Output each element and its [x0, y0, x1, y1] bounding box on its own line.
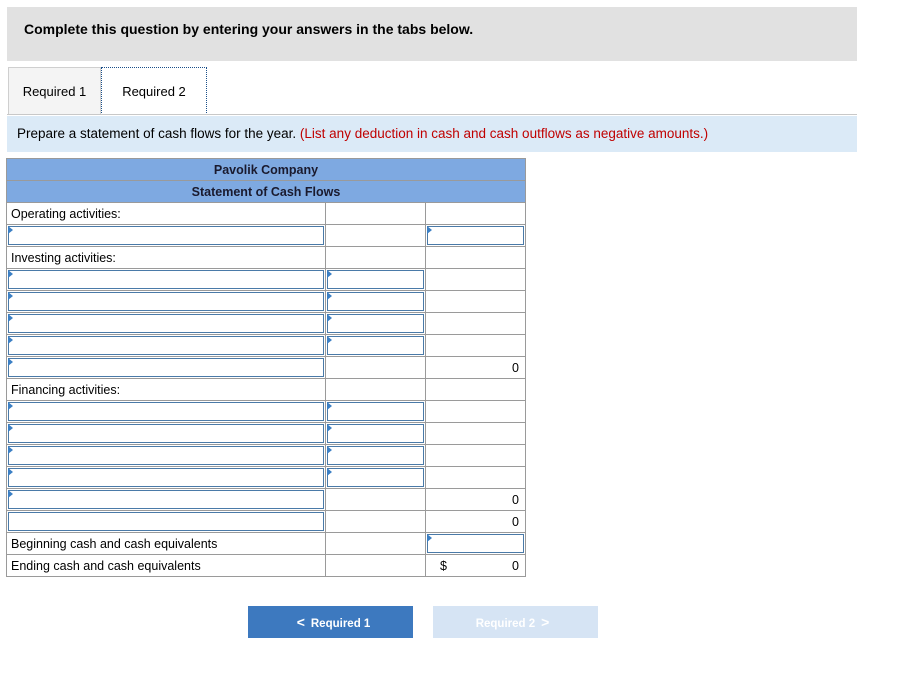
prev-required-1-button[interactable] — [248, 606, 413, 638]
dropdown-arrow-icon — [8, 358, 13, 366]
dropdown-arrow-icon — [327, 292, 332, 300]
investing-item-input[interactable] — [7, 313, 326, 335]
dropdown-arrow-icon — [8, 402, 13, 410]
investing-amount-input[interactable] — [326, 269, 426, 291]
financing-amount-input[interactable] — [326, 423, 426, 445]
beginning-cash-input[interactable] — [426, 533, 526, 555]
prev-button-label: Required 1 — [310, 618, 371, 630]
financing-activities-label: Financing activities: — [7, 379, 326, 401]
dropdown-arrow-icon — [8, 424, 13, 432]
banner-text: Complete this question by entering your answers in the tabs below. — [24, 21, 474, 37]
investing-item-input[interactable] — [7, 291, 326, 313]
investing-amount-input[interactable] — [326, 291, 426, 313]
financing-total-value: 0 — [426, 489, 526, 511]
financing-item-input[interactable] — [7, 445, 326, 467]
instruction-note: (List any deduction in cash and cash outflows as negative amounts.) — [299, 126, 709, 141]
operating-item-input[interactable] — [7, 225, 326, 247]
instruction-banner — [7, 7, 857, 61]
dropdown-arrow-icon — [427, 226, 432, 234]
dropdown-arrow-icon — [8, 270, 13, 278]
tab-required-1[interactable]: Required 1 — [8, 67, 101, 115]
dropdown-arrow-icon — [8, 292, 13, 300]
investing-activities-label: Investing activities: — [7, 247, 326, 269]
ending-cash-value: 0 — [512, 559, 519, 573]
investing-item-input[interactable] — [7, 335, 326, 357]
investing-amount-input[interactable] — [326, 335, 426, 357]
net-change-label-input[interactable] — [7, 511, 326, 533]
cash-flow-statement — [6, 158, 526, 577]
financing-amount-input[interactable] — [326, 401, 426, 423]
dropdown-arrow-icon — [327, 314, 332, 322]
operating-activities-label: Operating activities: — [7, 203, 326, 225]
ending-cash-label: Ending cash and cash equivalents — [7, 555, 326, 577]
ending-cash-cell — [426, 555, 526, 577]
financing-amount-input[interactable] — [326, 467, 426, 489]
instruction-text: Prepare a statement of cash flows for the year. — [17, 126, 297, 141]
question-instructions — [7, 116, 857, 152]
dropdown-arrow-icon — [8, 336, 13, 344]
dropdown-arrow-icon — [8, 446, 13, 454]
chevron-left-icon: < — [296, 614, 305, 630]
chevron-right-icon: > — [541, 614, 550, 630]
dropdown-arrow-icon — [8, 468, 13, 476]
financing-total-label-input[interactable] — [7, 489, 326, 511]
dropdown-arrow-icon — [327, 468, 332, 476]
financing-item-input[interactable] — [7, 467, 326, 489]
dropdown-arrow-icon — [327, 424, 332, 432]
beginning-cash-label: Beginning cash and cash equivalents — [7, 533, 326, 555]
dropdown-arrow-icon — [327, 446, 332, 454]
dropdown-arrow-icon — [327, 336, 332, 344]
dropdown-arrow-icon — [8, 314, 13, 322]
financing-item-input[interactable] — [7, 423, 326, 445]
financing-amount-input[interactable] — [326, 445, 426, 467]
investing-amount-input[interactable] — [326, 313, 426, 335]
dropdown-arrow-icon — [327, 270, 332, 278]
dropdown-arrow-icon — [8, 226, 13, 234]
net-change-value: 0 — [426, 511, 526, 533]
dropdown-arrow-icon — [427, 534, 432, 542]
dropdown-arrow-icon — [8, 490, 13, 498]
dropdown-arrow-icon — [327, 402, 332, 410]
company-name: Pavolik Company — [7, 159, 526, 181]
investing-total-value: 0 — [426, 357, 526, 379]
investing-total-label-input[interactable] — [7, 357, 326, 379]
next-button-label: Required 2 — [475, 618, 536, 630]
investing-item-input[interactable] — [7, 269, 326, 291]
currency-symbol: $ — [440, 559, 447, 573]
next-required-2-button — [433, 606, 598, 638]
statement-title: Statement of Cash Flows — [7, 181, 526, 203]
financing-item-input[interactable] — [7, 401, 326, 423]
tab-required-2[interactable]: Required 2 — [101, 67, 207, 115]
operating-total-input[interactable] — [426, 225, 526, 247]
tab-divider — [7, 114, 857, 115]
